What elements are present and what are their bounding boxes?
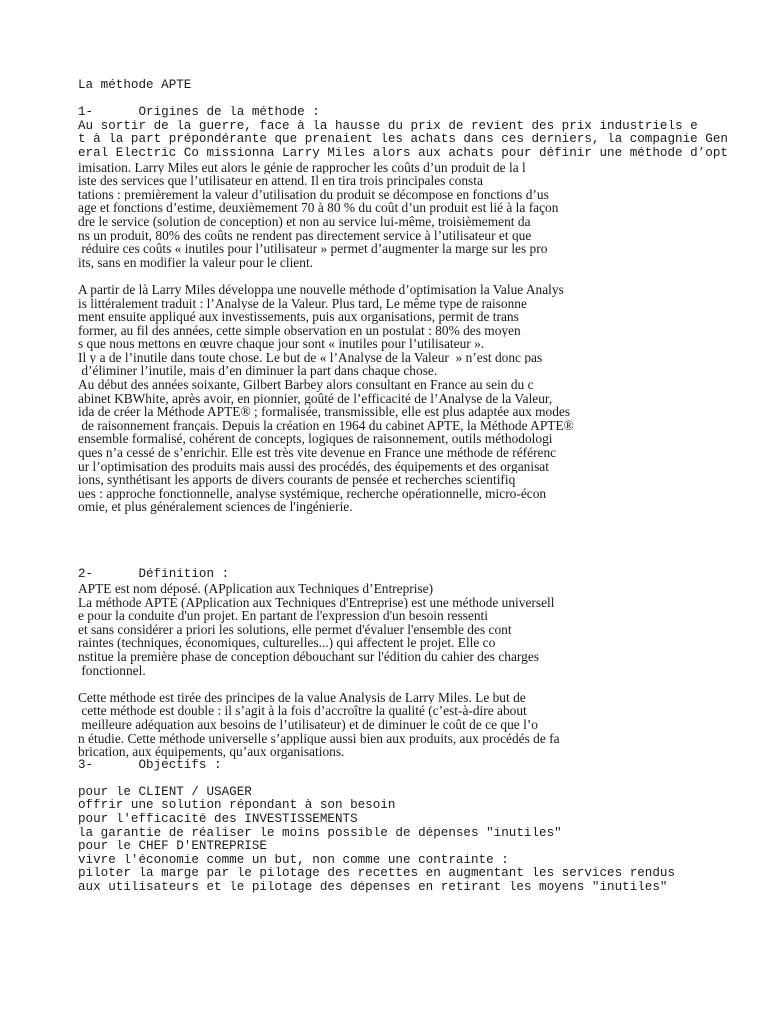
text-line: pour le CLIENT / USAGER (78, 785, 252, 799)
spacer (78, 772, 768, 786)
section-1-heading: 1- Origines de la méthode : (78, 106, 320, 120)
text-line: e pour la conduite d'un projet. En partant de l'expression d'un besoin ressenti (78, 609, 488, 623)
document-body (78, 79, 768, 895)
text-line: la garantie de réaliser le moins possible de dépenses "inutiles" (78, 826, 562, 840)
text-line: Au début des années soixante, Gilbert Barbey alors consultant en France au sein du c (78, 378, 534, 392)
text-line: former, au fil des années, cette simple observation en un postulat : 80% des moyen (78, 323, 521, 338)
text-line: imisation. Larry Miles eut alors le génie de rapprocher les coûts d’un produit de la l (78, 160, 526, 175)
text-line: d’éliminer l’inutile, mais d’en diminuer la part dans chaque chose. (78, 364, 438, 379)
section-1-paragraph-1 (78, 120, 768, 270)
document-title: La méthode APTE (78, 79, 192, 92)
text-line: is littéralement traduit : l’Analyse de la Valeur. Plus tard, Le même type de raisonne (78, 296, 527, 311)
section-3-objectives (78, 786, 768, 895)
text-line: meilleure adéquation aux besoins de l’utilisateur) et de diminuer le coût de ce que l’o (78, 717, 538, 732)
text-line: Au sortir de la guerre, face à la hausse du prix de revient des prix industriels e (78, 119, 698, 133)
text-line: ensemble formalisé, cohérent de concepts, logiques de raisonnement, outils méthodologi (78, 432, 553, 447)
text-line: tations : premièrement la valeur d’utilisation du produit se décompose en fonctions d’us (78, 187, 549, 202)
text-line: s que nous mettons en œuvre chaque jour sont « inutiles pour l’utilisateur ». (78, 337, 485, 351)
spacer (78, 677, 768, 691)
text-line: nstitue la première phase de conception débouchant sur l'édition du cahier des charges (78, 649, 540, 664)
spacer (78, 514, 768, 568)
text-line: its, sans en modifier la valeur pour le client. (78, 255, 314, 270)
text-line: dre le service (solution de conception) et non au service lui-même, troisièmement da (78, 214, 531, 229)
text-line: ues : approche fonctionnelle, analyse systémique, recherche opérationnelle, micro-écon (78, 486, 547, 501)
text-line: offrir une solution répondant à son besoin (78, 799, 396, 813)
text-line: APTE est nom déposé. (APplication aux Techniques d’Entreprise) (78, 581, 434, 596)
text-line: A partir de là Larry Miles développa une nouvelle méthode d’optimisation la Value Analys (78, 282, 564, 297)
text-line: pour le CHEF D'ENTREPRISE (78, 840, 267, 854)
text-line: de raisonnement français. Depuis la création en 1964 du cabinet APTE, la Méthode APTE® (78, 418, 574, 433)
text-line: Il y a de l’inutile dans toute chose. Le but de « l’Analyse de la Valeur » n’est donc pas (78, 350, 543, 365)
section-3-heading: 3- Objectifs : (78, 758, 222, 772)
text-line: raintes (techniques, économiques, culturelles...) qui affectent le projet. Elle co (78, 636, 496, 650)
section-2-heading: 2- Définition : (78, 568, 230, 582)
text-line: omie, et plus généralement sciences de l'ingénierie. (78, 500, 353, 514)
text-line: réduire ces coûts « inutiles pour l’utilisateur » permet d’augmenter la marge sur les pro (78, 242, 548, 256)
section-2-paragraph-2 (78, 691, 768, 759)
text-line: brication, aux équipements, qu’aux organisations. (78, 745, 345, 759)
text-line: t à la part prépondérante que prenaient les achats dans ces derniers, la compagnie Gen (78, 133, 728, 147)
spacer (78, 93, 768, 107)
section-1-paragraph-2 (78, 283, 768, 514)
text-line: iste des services que l’utilisateur en attend. Il en tira trois principales consta (78, 174, 483, 188)
text-line: ur l’optimisation des produits mais aussi des procédés, des équipements et des organisat (78, 459, 549, 474)
section-2-paragraph-1 (78, 582, 768, 677)
text-line: ques n’a cessé de s’enrichir. Elle est très vite devenue en France une méthode de référenc (78, 446, 557, 460)
text-line: age et fonctions d’estime, deuxièmement 70 à 80 % du coût d’un produit est lié à la façon (78, 201, 559, 215)
text-line: vivre l'économie comme un but, non comme une contrainte : (78, 853, 509, 867)
text-line: n étudie. Cette méthode universelle s’applique aussi bien aux produits, aux procédés de fa (78, 731, 560, 746)
text-line: et sans considérer a priori les solutions, elle permet d'évaluer l'ensemble des cont (78, 622, 512, 637)
text-line: ment ensuite appliqué aux investissements, puis aux organisations, permit de trans (78, 310, 519, 324)
text-line: pour l'efficacité des INVESTISSEMENTS (78, 813, 358, 827)
text-line: fonctionnel. (78, 663, 146, 678)
text-line: cette méthode est double : il s’agit à la fois d’accroître la qualité (c’est-à-dire about (78, 704, 527, 718)
text-line: piloter la marge par le pilotage des recettes en augmentant les services rendus (78, 867, 676, 881)
text-line: abinet KBWhite, après avoir, en pionnier, goûté de l’efficacité de l’Analyse de la Valeur, (78, 391, 553, 406)
text-line: La méthode APTE (APplication aux Techniques d'Entreprise) est une méthode universell (78, 595, 555, 610)
text-line: ns un produit, 80% des coûts ne rendent pas directement service à l’utilisateur et que (78, 228, 532, 243)
spacer (78, 269, 768, 283)
text-line: eral Electric Co missionna Larry Miles alors aux achats pour définir une méthode d’opt (78, 146, 728, 160)
text-line: ida de créer la Méthode APTE® ; formalisée, transmissible, elle est plus adaptée aux modes (78, 405, 571, 419)
text-line: aux utilisateurs et le pilotage des dépenses en retirant les moyens "inutiles" (78, 881, 668, 895)
text-line: ions, synthétisant les apports de divers courants de pensée et recherches scientifiq (78, 473, 516, 487)
text-line: Cette méthode est tirée des principes de la value Analysis de Larry Miles. Le but de (78, 690, 526, 705)
